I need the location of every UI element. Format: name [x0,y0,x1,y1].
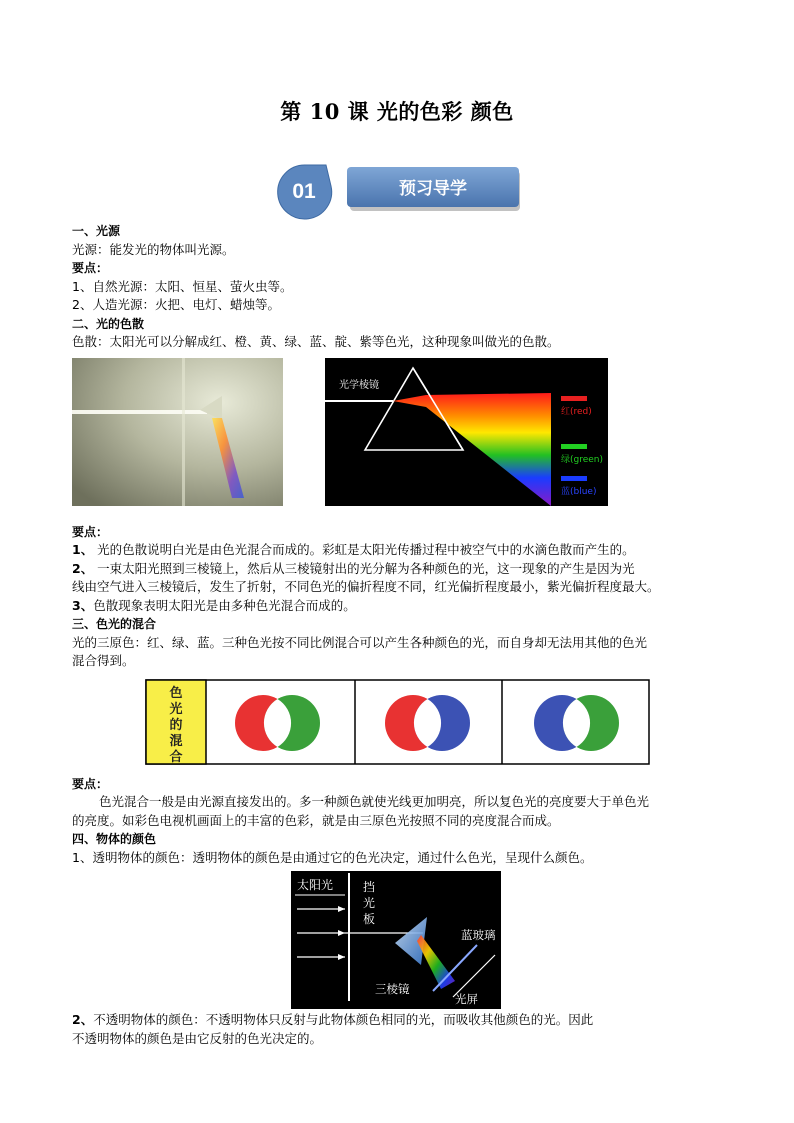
paragraph: 光的色散说明白光是由色光混合而成的。彩虹是太阳光传播过程中被空气中的水滴色散而产生的。 [93,542,635,557]
paragraph: 色散现象表明太阳光是由多种色光混合而成的。 [93,597,356,613]
paragraph: 1、透明物体的颜色：透明物体的颜色是由通过它的色光决定，通过什么色光，呈现什么颜色。 [72,849,593,865]
keypoints-label: 要点： [72,524,109,539]
blue-glass-label: 蓝玻璃 [461,928,496,942]
mix-label-char: 混 [169,733,183,749]
paragraph: 不透明物体的颜色是由它反射的色光决定的。 [72,1030,323,1046]
board-label: 板 [363,912,376,926]
color-mixing-table [145,679,650,765]
list-number: 1、 [72,542,94,557]
red-green-mix [235,695,320,751]
badge-label: 预习导学 [399,179,467,199]
paragraph: 色散：太阳光可以分解成红、橙、黄、绿、蓝、靛、紫等色光，这种现象叫做光的色散。 [72,334,560,349]
page-title: 第 10 课 光的色彩 颜色 [280,99,514,124]
mix-label-char: 合 [169,749,183,765]
section-heading: 二、光的色散 [72,316,145,331]
board-label: 光 [363,896,376,910]
badge-number: 01 [292,180,316,203]
board-label: 挡 [363,880,376,894]
paragraph: 不透明物体的颜色：不透明物体只反射与此物体颜色相同的光，而吸收其他颜色的光。因此 [93,1012,594,1027]
list-number: 3、 [72,597,94,613]
paragraph: 混合得到。 [72,653,135,668]
section-heading: 一、光源 [72,224,121,238]
section-heading: 三、色光的混合 [72,617,157,631]
color-mixing-figure [72,679,724,769]
list-number: 2、 [72,1012,94,1027]
list-number: 2、 [72,560,94,576]
document-body [72,222,724,1048]
keypoints-label: 要点： [72,261,109,275]
dispersion-figures [72,353,724,523]
prism-photo [72,358,283,506]
mix-label-char: 的 [169,717,183,733]
mix-label-char: 光 [169,701,183,717]
blue-glass-diagram [291,871,501,1009]
paragraph: 的亮度。如彩色电视机画面上的丰富的色彩，就是由三原色光按照不同的亮度混合而成。 [72,812,560,828]
list-item: 1、自然光源：太阳、恒星、萤火虫等。 [72,278,293,294]
mix-label-char: 色 [169,685,183,701]
sunlight-label: 太阳光 [297,878,334,892]
paragraph: 一束太阳光照到三棱镜上，然后从三棱镜射出的光分解为各种颜色的光，这一现象的产生是因为光 [93,560,635,576]
paragraph: 光源：能发光的物体叫光源。 [72,241,235,257]
blue-green-mix [534,695,619,751]
paragraph: 光的三原色：红、绿、蓝。三种色光按不同比例混合可以产生各种颜色的光，而自身却无法用其他的色光 [72,634,648,650]
paragraph: 色光混合一般是由光源直接发出的。多一种颜色就使光线更加明亮，所以复色光的亮度要大于单色光 [99,794,650,809]
list-item: 2、人造光源：火把、电灯、蜡烛等。 [72,297,280,312]
keypoints-label: 要点： [72,776,109,791]
red-blue-mix [385,695,470,751]
prism-label: 光学棱镜 [339,379,379,391]
green-label: 绿(green) [561,454,604,465]
section-heading: 四、物体的颜色 [72,832,157,846]
screen-label: 光屏 [455,992,478,1006]
section-badge [272,162,524,224]
transparent-object-figure [72,871,724,1011]
paragraph: 线由空气进入三棱镜后，发生了折射，不同色光的偏折程度不同，红光偏折程度最小，紫光偏折程度最大。 [72,579,660,594]
red-label: 红(red) [561,406,592,417]
prism-dispersion-diagram [325,358,608,506]
prism-label: 三棱镜 [375,982,410,996]
blue-label: 蓝(blue) [561,486,597,497]
